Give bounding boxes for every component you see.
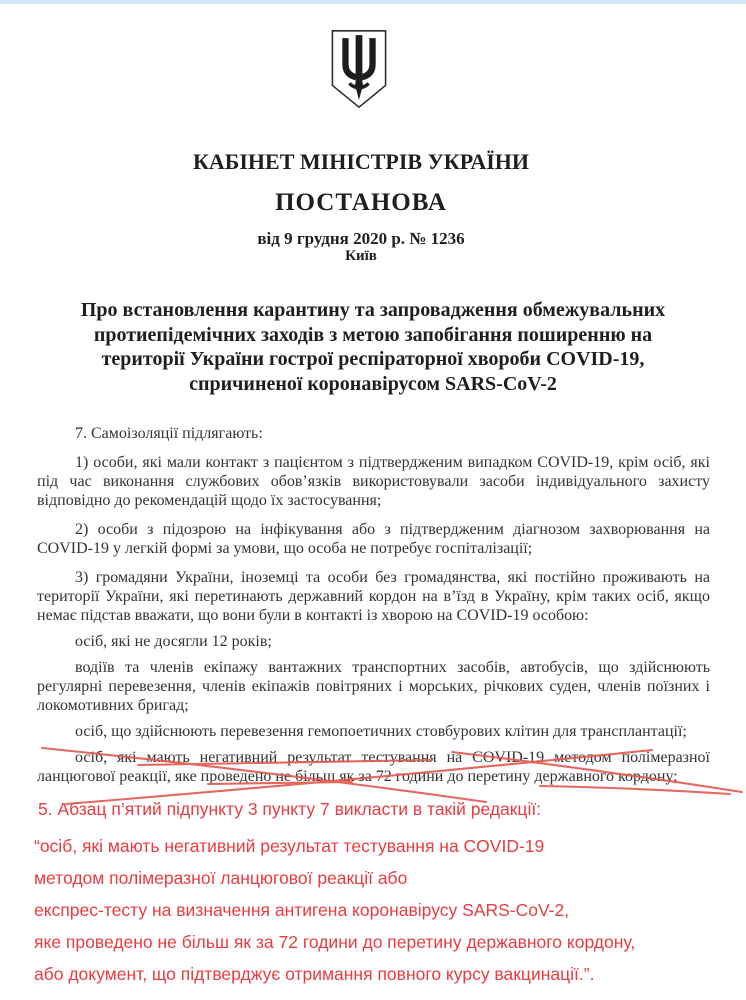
paragraph-subitem-3: 3) громадяни України, іноземці та особи без громадянства, які постійно проживають на території України, які перетинають державний кордон на в’їзд в Україну, крім таких осіб, якщо немає підстав вважати, що вони були в контакті із хворою на COVID-19 особою: bbox=[37, 569, 710, 624]
paragraph-subitem-1: 1) особи, які мали контакт з пацієнтом з підтвердженим випадком COVID-19, крім осіб, які під час виконання службових обов’язків використовували засоби індивідуального захисту відповідно до рекомендацій щодо їх застосування; bbox=[37, 454, 710, 509]
paragraph-drivers-crews: водіїв та членів екіпажу вантажних транспортних засобів, автобусів, що здійснюють регулярні перевезення, членів екіпажів повітряних і морських, річкових суден, членів поїзних і локомотивних бригад; bbox=[37, 659, 710, 714]
document-body bbox=[37, 424, 710, 786]
document-type: ПОСТАНОВА bbox=[275, 189, 447, 216]
document-title: Про встановлення карантину та запровадження обмежувальних протиепідемічних заходів з метою запобігання поширенню на території України гострої респіраторної хвороби COVID-19, спричиненої коронавірусом SARS-CoV-2 bbox=[80, 299, 666, 395]
coat-of-arms-icon bbox=[0, 28, 718, 115]
amendment-quote-line: яке проведено не більш як за 72 години до перетину державного кордону, bbox=[34, 932, 636, 952]
amendment-quote-line: методом полімеразної ланцюгової реакції або bbox=[34, 868, 408, 888]
paragraph-under-12: осіб, які не досягли 12 років; bbox=[75, 633, 272, 650]
organization-name: КАБІНЕТ МІНІСТРІВ УКРАЇНИ bbox=[192, 149, 530, 174]
struck-paragraph: осіб, які мають негативний результат тестування на COVID-19 методом полімеразної ланцюгової реакції, яке проведено не більш як за 72 години до перетину державного кордону; bbox=[37, 749, 710, 785]
struck-paragraph-wrap bbox=[37, 748, 710, 786]
paragraph-stem-cells: осіб, що здійснюють перевезення гемопоетичних стовбурових клітин для трансплантації; bbox=[75, 723, 687, 740]
top-strip bbox=[0, 0, 746, 4]
paragraph-item-7: 7. Самоізоляції підлягають: bbox=[75, 425, 263, 442]
amendment-heading: 5. Абзац п’ятий підпункту 3 пункту 7 викласти в такій редакції: bbox=[38, 799, 542, 819]
document-date-number: від 9 грудня 2020 р. № 1236 bbox=[257, 229, 465, 248]
document-city: Київ bbox=[345, 248, 377, 264]
amendment-quote-line: експрес-тесту на визначення антигена коронавірусу SARS-CoV-2, bbox=[34, 900, 570, 920]
paragraph-subitem-2: 2) особи з підозрою на інфікування або з підтвердженим діагнозом захворювання на COVID-19 у легкій формі за умови, що особа не потребує госпіталізації; bbox=[37, 521, 710, 557]
amendment-annotation bbox=[34, 798, 726, 985]
amendment-quote-line: або документ, що підтверджує отримання повного курсу вакцинації.”. bbox=[34, 964, 595, 984]
amendment-quote-line: “осіб, які мають негативний результат тестування на COVID-19 bbox=[34, 836, 545, 856]
